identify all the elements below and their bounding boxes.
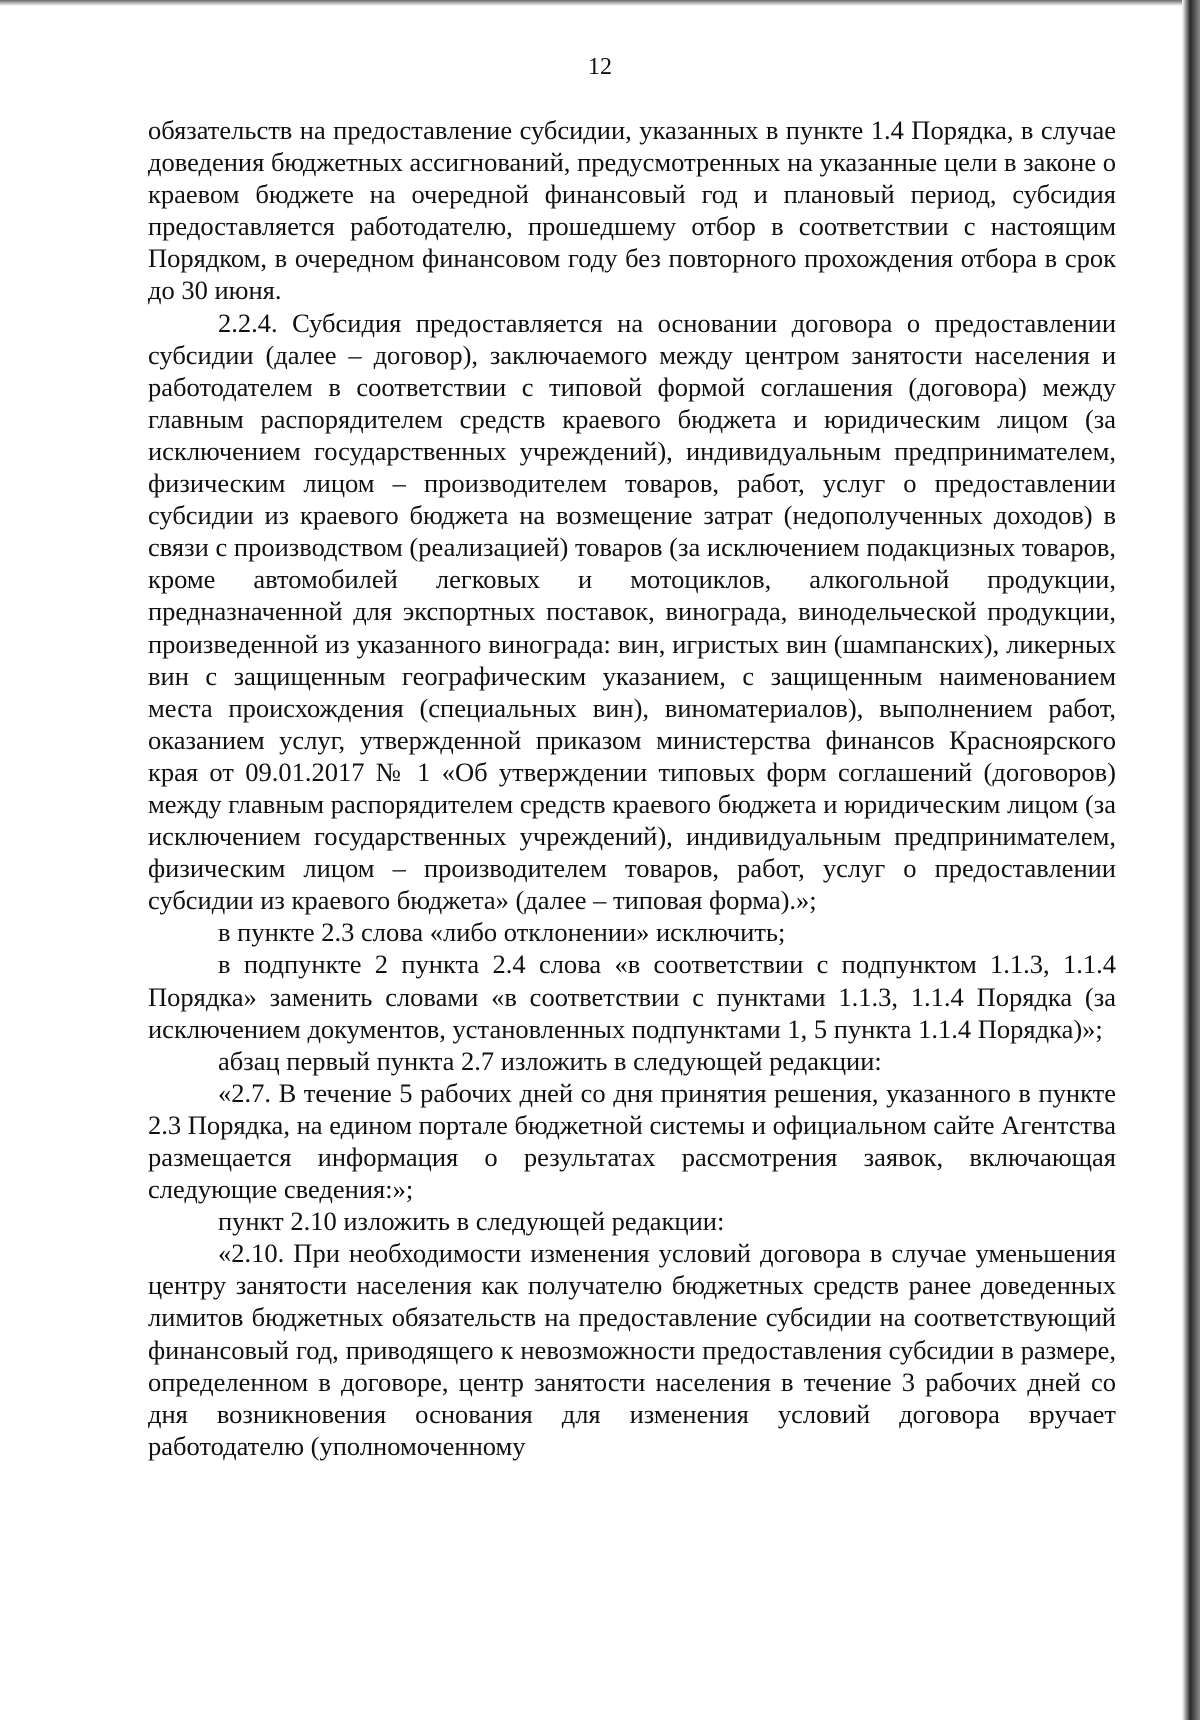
scan-edge-top — [0, 0, 1200, 6]
paragraph-continuation: обязательств на предоставление субсидии, указанных в пункте 1.4 Порядка, в случае доведения бюджетных ассигнований, предусмотренных на указанные цели в законе о краевом бюджете на очередной финансовый год и плановый период, субсидия предоставляется работодателю, прошедшему отбор в соответствии с настоящим Порядком, в очередном финансовом году без повторного прохождения отбора в срок до 30 июня. — [148, 115, 1116, 306]
document-body — [148, 114, 1116, 1462]
paragraph-2-10-text: «2.10. При необходимости изменения условий договора в случае уменьшения центру занятости населения как получателю бюджетных средств ранее доведенных лимитов бюджетных обязательств на предоставление субсидии на соответствующий финансовый год, приводящего к невозможности предоставления субсидии в размере, определенном в договоре, центр занятости населения в течение 3 рабочих дней со дня возникновения основания для изменения условий договора вручает работодателю (уполномоченному — [148, 1238, 1116, 1461]
page-number: 12 — [588, 54, 612, 80]
paragraph-2-7-text: «2.7. В течение 5 рабочих дней со дня принятия решения, указанного в пункте 2.3 Порядка, на едином портале бюджетной системы и официальном сайте Агентства размещается информация о результатах рассмотрения заявок, включающая следующие сведения:»; — [148, 1077, 1116, 1205]
scan-edge-right — [1182, 0, 1200, 1720]
paragraph-amend-2-10-intro: пункт 2.10 изложить в следующей редакции: — [218, 1206, 725, 1237]
paragraph-amend-2-7-intro: абзац первый пункта 2.7 изложить в следующей редакции: — [218, 1045, 882, 1076]
paragraph-amend-2-3: в пункте 2.3 слова «либо отклонении» исключить; — [218, 917, 786, 948]
paragraph-amend-2-4: в подпункте 2 пункта 2.4 слова «в соответствии с подпунктом 1.1.3, 1.1.4 Порядка» заменить словами «в соответствии с пунктами 1.1.3, 1.1.4 Порядка (за исключением документов, установленных подпунктами 1, 5 пункта 1.1.4 Порядка)»; — [148, 949, 1116, 1044]
paragraph-2-2-4: 2.2.4. Субсидия предоставляется на основании договора о предоставлении субсидии (далее – договор), заключаемого между центром занятости населения и работодателем в соответствии с типовой формой соглашения (договора) между главным распорядителем средств краевого бюджета и юридическим лицом (за исключением государственных учреждений), индивидуальным предпринимателем, физическим лицом – производителем товаров, работ, услуг о предоставлении субсидии из краевого бюджета на возмещение затрат (недополученных доходов) в связи с производством (реализацией) товаров (за исключением подакцизных товаров, кроме автомобилей легковых и мотоциклов, алкогольной продукции, предназначенной для экспортных поставок, винограда, винодельческой продукции, произведенной из указанного винограда: вин, игристых вин (шампанских), ликерных вин с защищенным географическим указанием, с защищенным наименованием места происхождения (специальных вин), виноматериалов), выполнением работ, оказанием услуг, утвержденной приказом министерства финансов Красноярского края от 09.01.2017 № 1 «Об утверждении типовых форм соглашений (договоров) между главным распорядителем средств краевого бюджета и юридическим лицом (за исключением государственных учреждений), индивидуальным предпринимателем, физическим лицом – производителем товаров, работ, услуг о предоставлении субсидии из краевого бюджета» (далее – типовая форма).»; — [148, 307, 1116, 916]
